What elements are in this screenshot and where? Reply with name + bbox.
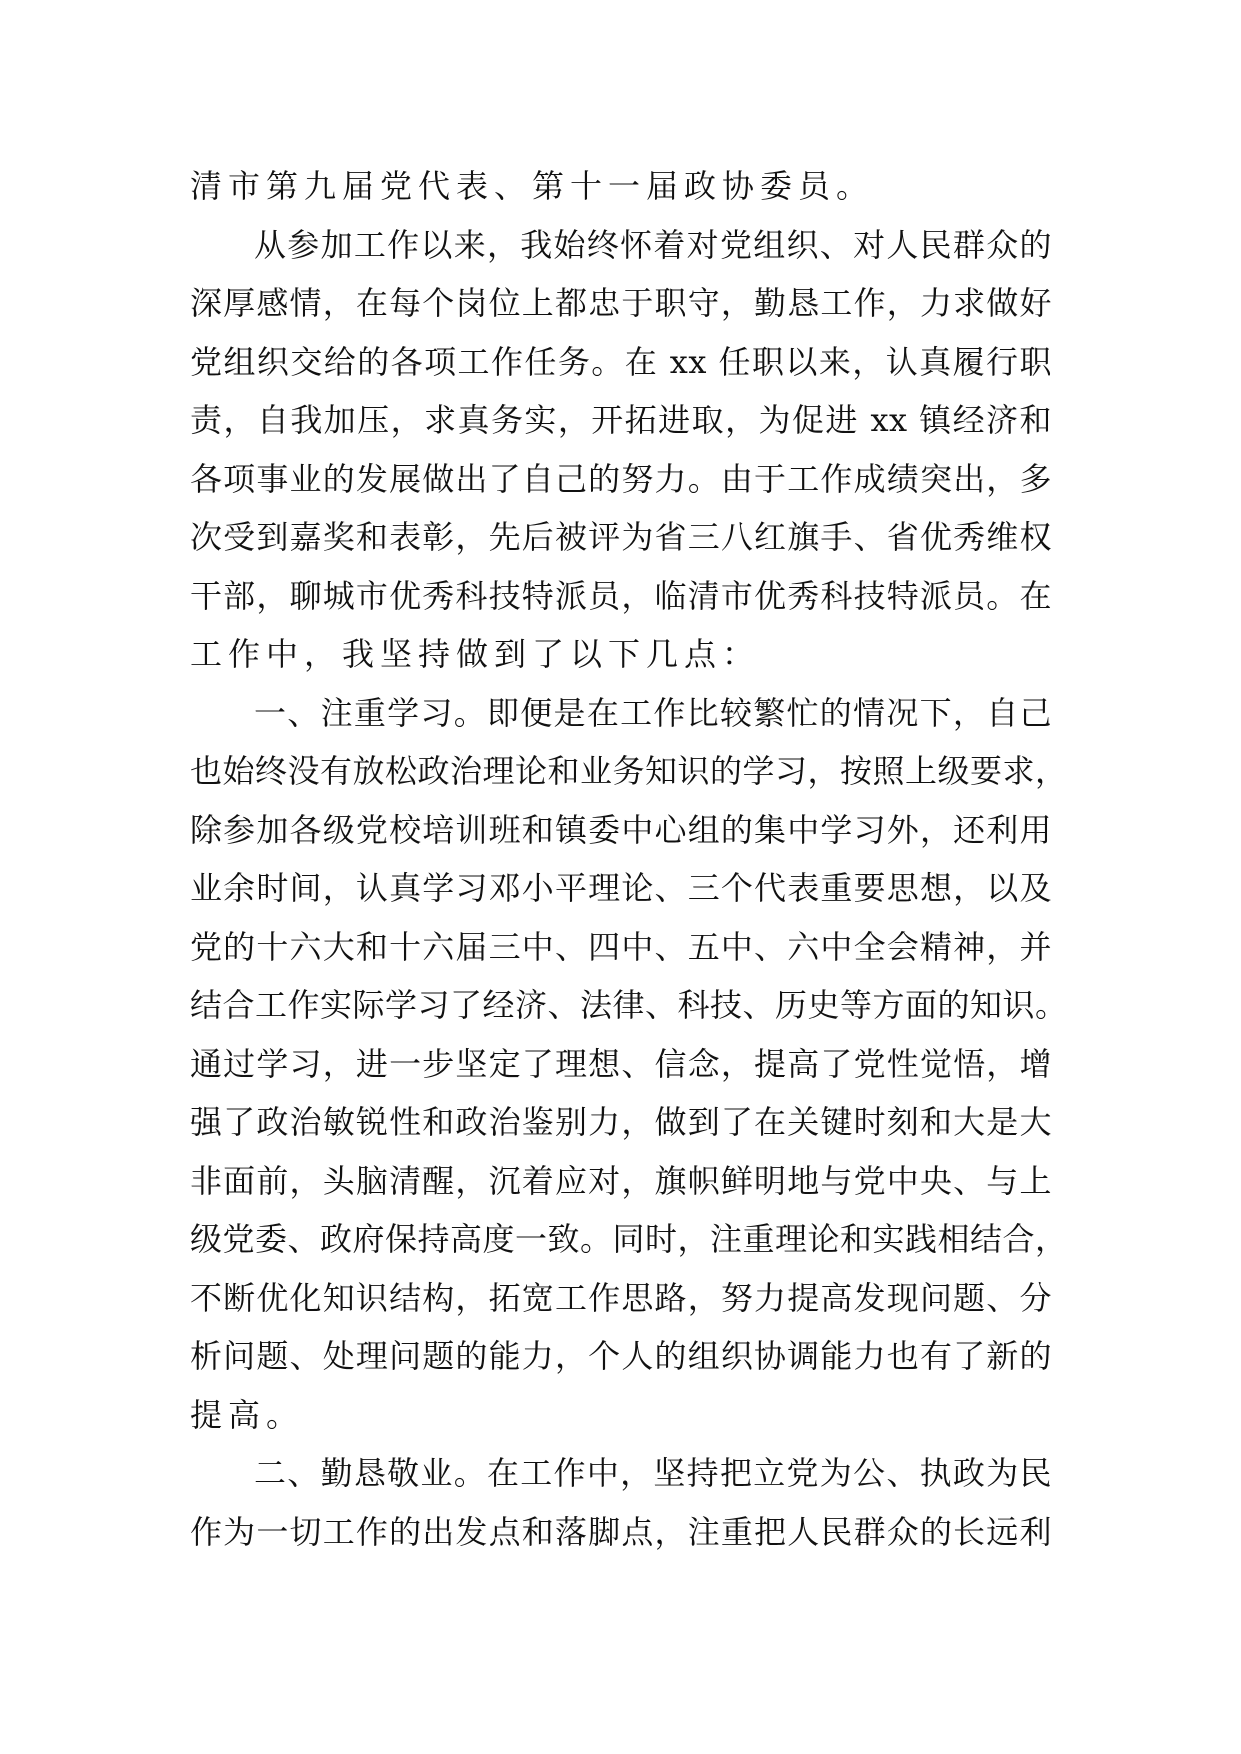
text-line: 责，自我加压，求真务实，开拓进取，为促进 xx 镇经济和 <box>190 401 1052 439</box>
text-line: 结合工作实际学习了经济、法律、科技、历史等方面的知识。 <box>190 986 1068 1024</box>
text-line: 党的十六大和十六届三中、四中、五中、六中全会精神，并 <box>190 927 1052 966</box>
text-line: 提高。 <box>190 1395 305 1434</box>
text-line: 深厚感情，在每个岗位上都忠于职守，勤恳工作，力求做好 <box>190 284 1052 322</box>
text-line: 工作中，我坚持做到了以下几点： <box>190 635 761 673</box>
text-line: 强了政治敏锐性和政治鉴别力，做到了在关键时刻和大是大 <box>190 1103 1052 1141</box>
text-line: 业余时间，认真学习邓小平理论、三个代表重要思想，以及 <box>190 869 1052 907</box>
paragraph <box>190 216 1052 684</box>
text-line: 级党委、政府保持高度一致。同时，注重理论和实践相结合， <box>190 1220 1068 1258</box>
text-line: 通过学习，进一步坚定了理想、信念，提高了党性觉悟，增 <box>190 1044 1052 1083</box>
text-line: 作为一切工作的出发点和落脚点，注重把人民群众的长远利 <box>190 1512 1052 1551</box>
text-line: 二、勤恳敬业。在工作中，坚持把立党为公、执政为民 <box>254 1454 1052 1492</box>
text-line: 次受到嘉奖和表彰，先后被评为省三八红旗手、省优秀维权 <box>190 518 1052 556</box>
text-line: 各项事业的发展做出了自己的努力。由于工作成绩突出，多 <box>190 459 1052 498</box>
text-line: 干部，聊城市优秀科技特派员，临清市优秀科技特派员。在 <box>190 576 1052 615</box>
text-line: 不断优化知识结构，拓宽工作思路，努力提高发现问题、分 <box>190 1278 1052 1317</box>
text-line: 也始终没有放松政治理论和业务知识的学习，按照上级要求， <box>190 752 1068 790</box>
text-line: 党组织交给的各项工作任务。在 xx 任职以来，认真履行职 <box>190 342 1052 381</box>
paragraph <box>190 684 1068 1445</box>
paragraph <box>190 157 1052 216</box>
text-line: 从参加工作以来，我始终怀着对党组织、对人民群众的 <box>254 225 1052 264</box>
text-line: 非面前，头脑清醒，沉着应对，旗帜鲜明地与党中央、与上 <box>190 1161 1052 1200</box>
paragraph <box>190 1444 1052 1561</box>
text-line: 一、注重学习。即便是在工作比较繁忙的情况下，自己 <box>254 693 1052 732</box>
text-line: 除参加各级党校培训班和镇委中心组的集中学习外，还利用 <box>190 810 1052 849</box>
text-line: 清市第九届党代表、第十一届政协委员。 <box>190 167 875 205</box>
text-line: 析问题、处理问题的能力，个人的组织协调能力也有了新的 <box>190 1337 1052 1375</box>
document-body <box>190 157 1068 1561</box>
